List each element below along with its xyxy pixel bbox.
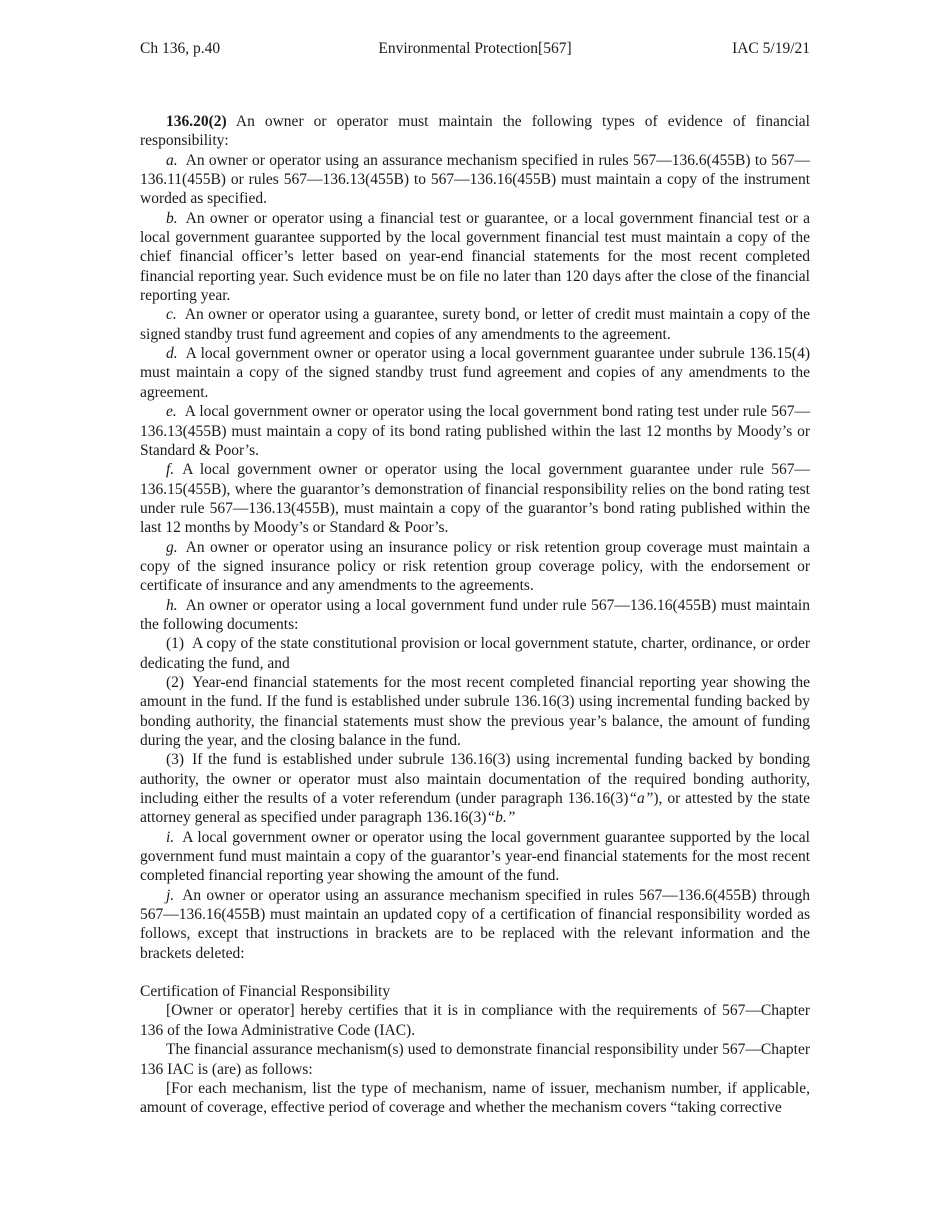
paragraph-i [140,828,810,886]
paragraph-reference: “b.” [486,809,516,827]
rule-number: 136.20(2) [166,113,227,130]
paragraph-text: An owner or operator using an assurance mechanism specified in rules 567—136.6(455B) to 567—136.11(455B) or rules 567—136.13(455B) to 567—136.16(455B) must maintain a copy of the instrument worded as specified. [140,151,810,208]
paragraph-label: f. [166,461,175,479]
subparagraph-label: (3) [166,751,185,769]
paragraph-f [140,460,810,537]
paragraph-text: A local government owner or operator using the local government guarantee supported by the local government fund must maintain a copy of the guarantor’s year-end financial statements for the most recent completed financial reporting year showing the amount of the fund. [140,828,810,885]
paragraph-label: a. [166,151,178,169]
paragraph-g [140,538,810,596]
certification-statement: [Owner or operator] hereby certifies that it is in compliance with the requirements of 567—Chapter 136 of the Iowa Administrative Code (IAC). [140,1002,810,1039]
paragraph-label: g. [166,538,178,556]
paragraph-a [140,151,810,209]
iac-date: IAC 5/19/21 [732,40,810,57]
rule-intro-text: An owner or operator must maintain the following types of evidence of financial responsibility: [140,113,810,150]
certification-title: Certification of Financial Responsibility [140,983,391,1001]
subparagraph-text: Year-end financial statements for the most recent completed financial reporting year showing the amount in the fund. If the fund is established under subrule 136.16(3) using incremental funding backed by bonding authority, the financial statements must show the previous year’s balance, the amount of funding during the year, and the closing balance in the fund. [140,673,810,749]
page-header [140,40,810,62]
paragraph-label: e. [166,403,177,421]
paragraph-text: An owner or operator using an insurance policy or risk retention group coverage must maintain a copy of the signed insurance policy or risk retention group coverage policy, with the endorsement or certificate of insurance and any amendments to the agreements. [140,538,810,595]
subparagraph-label: (2) [166,673,185,691]
paragraph-reference: “a” [628,790,654,808]
paragraph-label: i. [166,828,175,846]
paragraph-text: An owner or operator using a guarantee, surety bond, or letter of credit must maintain a copy of the signed standby trust fund agreement and copies of any amendments to the agreement. [140,306,810,343]
subparagraph-text: ), or attested by the state attorney general as specified under paragraph 136.16(3) [140,790,810,827]
paragraph-b [140,209,810,306]
paragraph-text: An owner or operator using a local government fund under rule 567—136.16(455B) must maintain the following documents: [140,596,810,633]
subparagraph-label: (1) [166,635,185,653]
subparagraph-h3 [140,750,810,827]
paragraph-label: b. [166,209,178,227]
document-body [140,112,810,1118]
paragraph-text: An owner or operator using a financial test or guarantee, or a local government financial test or a local government guarantee supported by the local government financial test must maintain a copy of the chief financial officer’s letter based on year-end financial statements for the most recent completed financial reporting year. Such evidence must be on file no later than 120 days after the close of the financial reporting year. [140,209,810,305]
chapter-page-label: Ch 136, p.40 [140,40,221,57]
subparagraph-text: A copy of the state constitutional provision or local government statute, charter, ordinance, or order dedicating the fund, and [140,635,810,672]
certification-mechanisms: The financial assurance mechanism(s) used to demonstrate financial responsibility under 567—Chapter 136 IAC is (are) as follows: [140,1041,810,1078]
paragraph-d [140,344,810,402]
paragraph-label: h. [166,596,178,614]
paragraph-j [140,886,810,963]
rule-intro [140,112,810,151]
paragraph-c [140,305,810,344]
agency-title: Environmental Protection[567] [378,40,572,57]
paragraph-text: A local government owner or operator using the local government bond rating test under rule 567—136.13(455B) must maintain a copy of its bond rating published within the last 12 months by Moody’s or Standard & Poor’s. [140,403,810,459]
paragraph-label: c. [166,306,177,324]
paragraph-text: A local government owner or operator using a local government guarantee under subrule 136.15(4) must maintain a copy of the signed standby trust fund agreement and copies of any amendments to the agreement. [140,345,810,401]
paragraph-label: d. [166,345,178,363]
paragraph-h [140,596,810,635]
paragraph-label: j. [166,886,175,904]
paragraph-e [140,402,810,460]
subparagraph-h1 [140,634,810,673]
subparagraph-h2 [140,673,810,750]
paragraph-text: An owner or operator using an assurance mechanism specified in rules 567—136.6(455B) through 567—136.16(455B) must maintain an updated copy of a certification of financial responsibility worded as follows, except that instructions in brackets are to be replaced with the relevant information and the brackets deleted: [140,886,810,962]
paragraph-text: A local government owner or operator using the local government guarantee under rule 567—136.15(455B), where the guarantor’s demonstration of financial responsibility relies on the bond rating test under rule 567—136.13(455B), must maintain a copy of the guarantor’s bond rating published within the last 12 months by Moody’s or Standard & Poor’s. [140,461,810,537]
certification-instructions: [For each mechanism, list the type of mechanism, name of issuer, mechanism number, if applicable, amount of coverage, effective period of coverage and whether the mechanism covers “taking corrective [140,1079,810,1117]
subparagraph-text: If the fund is established under subrule 136.16(3) using incremental funding backed by bonding authority, the owner or operator must also maintain documentation of the required bonding authority, including either the results of a voter referendum (under paragraph 136.16(3) [140,751,810,808]
